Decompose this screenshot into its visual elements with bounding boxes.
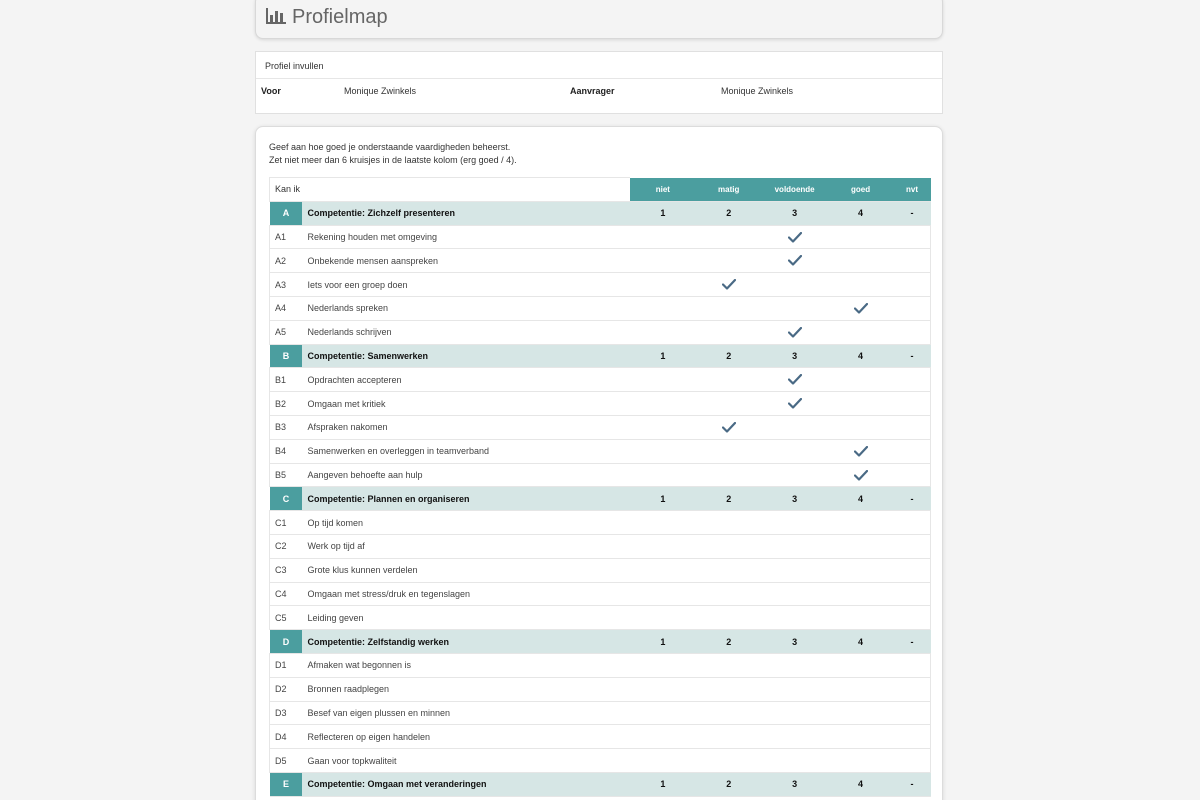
header-level-niet: niet — [630, 178, 696, 202]
rating-cell-voldoende[interactable] — [762, 415, 828, 439]
rating-cell-niet[interactable] — [630, 677, 696, 701]
skill-label: Nederlands schrijven — [302, 320, 629, 344]
skill-row — [270, 225, 931, 249]
rating-cell-nvt[interactable] — [893, 558, 930, 582]
rating-cell-voldoende[interactable] — [762, 558, 828, 582]
rating-cell-goed[interactable] — [828, 296, 894, 320]
group-scale-value: 4 — [828, 344, 894, 368]
skill-row — [270, 606, 931, 630]
group-scale-value: 4 — [828, 630, 894, 654]
skill-label: Omgaan met kritiek — [302, 392, 629, 416]
skill-code: C2 — [270, 534, 303, 558]
rating-cell-matig[interactable] — [696, 320, 762, 344]
check-icon — [854, 303, 868, 313]
group-scale-value: 2 — [696, 772, 762, 796]
skill-row — [270, 558, 931, 582]
instruction-line-1: Geef aan hoe goed je onderstaande vaardigheden beheerst. — [269, 142, 511, 152]
skill-row — [270, 392, 931, 416]
rating-cell-matig[interactable] — [696, 558, 762, 582]
group-scale-value: 2 — [696, 630, 762, 654]
skills-table — [269, 177, 931, 797]
group-scale-value: 3 — [762, 772, 828, 796]
group-title: Competentie: Omgaan met veranderingen — [302, 772, 629, 796]
rating-cell-nvt[interactable] — [893, 534, 930, 558]
group-scale-value: - — [893, 487, 930, 511]
rating-cell-nvt[interactable] — [893, 582, 930, 606]
rating-cell-nvt[interactable] — [893, 725, 930, 749]
rating-cell-niet[interactable] — [630, 439, 696, 463]
skill-code: D3 — [270, 701, 303, 725]
skill-code: C4 — [270, 582, 303, 606]
check-icon — [722, 422, 736, 432]
rating-cell-matig[interactable] — [696, 249, 762, 273]
rating-cell-nvt[interactable] — [893, 225, 930, 249]
skill-code: A2 — [270, 249, 303, 273]
rating-cell-voldoende[interactable] — [762, 439, 828, 463]
rating-cell-matig[interactable] — [696, 534, 762, 558]
rating-cell-nvt[interactable] — [893, 392, 930, 416]
rating-cell-nvt[interactable] — [893, 368, 930, 392]
rating-cell-voldoende[interactable] — [762, 225, 828, 249]
group-scale-value: 1 — [630, 630, 696, 654]
skill-code: B4 — [270, 439, 303, 463]
group-scale-value: - — [893, 630, 930, 654]
rating-cell-niet[interactable] — [630, 701, 696, 725]
rating-cell-goed[interactable] — [828, 701, 894, 725]
header-level-goed: goed — [828, 178, 894, 202]
rating-cell-goed[interactable] — [828, 320, 894, 344]
rating-cell-goed[interactable] — [828, 558, 894, 582]
rating-cell-nvt[interactable] — [893, 273, 930, 297]
rating-cell-matig[interactable] — [696, 225, 762, 249]
rating-cell-voldoende[interactable] — [762, 392, 828, 416]
group-letter: C — [270, 487, 303, 511]
rating-cell-niet[interactable] — [630, 225, 696, 249]
rating-cell-nvt[interactable] — [893, 677, 930, 701]
skill-label: Nederlands spreken — [302, 296, 629, 320]
rating-cell-nvt[interactable] — [893, 749, 930, 773]
bar-chart-icon — [266, 8, 286, 24]
skill-label: Onbekende mensen aanspreken — [302, 249, 629, 273]
rating-cell-goed[interactable] — [828, 225, 894, 249]
rating-cell-goed[interactable] — [828, 463, 894, 487]
group-title: Competentie: Plannen en organiseren — [302, 487, 629, 511]
group-row — [270, 201, 931, 225]
rating-cell-goed[interactable] — [828, 368, 894, 392]
rating-cell-niet[interactable] — [630, 606, 696, 630]
group-title: Competentie: Zichzelf presenteren — [302, 201, 629, 225]
group-scale-value: 3 — [762, 201, 828, 225]
group-scale-value: 1 — [630, 772, 696, 796]
skill-row — [270, 439, 931, 463]
rating-cell-niet[interactable] — [630, 463, 696, 487]
rating-cell-niet[interactable] — [630, 273, 696, 297]
rating-cell-nvt[interactable] — [893, 701, 930, 725]
rating-cell-goed[interactable] — [828, 415, 894, 439]
skill-label: Op tijd komen — [302, 511, 629, 535]
skill-code: D5 — [270, 749, 303, 773]
rating-cell-niet[interactable] — [630, 653, 696, 677]
profile-info-row — [256, 79, 942, 114]
skill-row — [270, 677, 931, 701]
rating-cell-goed[interactable] — [828, 725, 894, 749]
profile-info-heading: Profiel invullen — [256, 52, 942, 79]
rating-cell-goed[interactable] — [828, 582, 894, 606]
skill-code: D2 — [270, 677, 303, 701]
skill-row — [270, 463, 931, 487]
instructions — [269, 141, 517, 167]
rating-cell-matig[interactable] — [696, 749, 762, 773]
rating-cell-matig[interactable] — [696, 296, 762, 320]
rating-cell-goed[interactable] — [828, 273, 894, 297]
rating-cell-niet[interactable] — [630, 392, 696, 416]
rating-cell-niet[interactable] — [630, 725, 696, 749]
rating-cell-matig[interactable] — [696, 273, 762, 297]
rating-cell-voldoende[interactable] — [762, 368, 828, 392]
skill-label: Bronnen raadplegen — [302, 677, 629, 701]
rating-cell-nvt[interactable] — [893, 511, 930, 535]
rating-cell-nvt[interactable] — [893, 415, 930, 439]
rating-cell-niet[interactable] — [630, 296, 696, 320]
rating-cell-niet[interactable] — [630, 320, 696, 344]
group-scale-value: 4 — [828, 487, 894, 511]
rating-cell-niet[interactable] — [630, 582, 696, 606]
rating-cell-voldoende[interactable] — [762, 749, 828, 773]
skill-code: C3 — [270, 558, 303, 582]
table-header-row — [270, 178, 931, 202]
rating-cell-voldoende[interactable] — [762, 463, 828, 487]
group-scale-value: - — [893, 772, 930, 796]
rating-cell-matig[interactable] — [696, 415, 762, 439]
skill-code: B3 — [270, 415, 303, 439]
rating-cell-voldoende[interactable] — [762, 606, 828, 630]
rating-cell-voldoende[interactable] — [762, 511, 828, 535]
rating-cell-voldoende[interactable] — [762, 273, 828, 297]
voor-value: Monique Zwinkels — [344, 86, 417, 96]
header-level-nvt: nvt — [893, 178, 930, 202]
header-level-matig: matig — [696, 178, 762, 202]
skill-label: Leiding geven — [302, 606, 629, 630]
check-icon — [854, 446, 868, 456]
rating-cell-nvt[interactable] — [893, 606, 930, 630]
skill-label: Rekening houden met omgeving — [302, 225, 629, 249]
rating-cell-matig[interactable] — [696, 653, 762, 677]
rating-cell-voldoende[interactable] — [762, 249, 828, 273]
rating-cell-nvt[interactable] — [893, 463, 930, 487]
skill-row — [270, 249, 931, 273]
rating-cell-matig[interactable] — [696, 677, 762, 701]
group-scale-value: 4 — [828, 201, 894, 225]
group-letter: A — [270, 201, 303, 225]
aanvrager-value: Monique Zwinkels — [721, 86, 794, 96]
group-scale-value: 3 — [762, 344, 828, 368]
rating-cell-nvt[interactable] — [893, 249, 930, 273]
skill-label: Afmaken wat begonnen is — [302, 653, 629, 677]
rating-cell-niet[interactable] — [630, 749, 696, 773]
rating-cell-niet[interactable] — [630, 534, 696, 558]
skill-code: A3 — [270, 273, 303, 297]
skill-label: Gaan voor topkwaliteit — [302, 749, 629, 773]
rating-cell-matig[interactable] — [696, 392, 762, 416]
skill-label: Samenwerken en overleggen in teamverband — [302, 439, 629, 463]
group-scale-value: 3 — [762, 630, 828, 654]
skill-row — [270, 273, 931, 297]
rating-cell-goed[interactable] — [828, 511, 894, 535]
group-scale-value: 2 — [696, 487, 762, 511]
rating-cell-goed[interactable] — [828, 749, 894, 773]
voor-label: Voor — [261, 86, 281, 96]
skill-row — [270, 511, 931, 535]
rating-cell-voldoende[interactable] — [762, 653, 828, 677]
aanvrager-label: Aanvrager — [570, 86, 615, 96]
group-row — [270, 630, 931, 654]
skill-code: C1 — [270, 511, 303, 535]
header-level-voldoende: voldoende — [762, 178, 828, 202]
skill-code: D1 — [270, 653, 303, 677]
skill-code: A1 — [270, 225, 303, 249]
check-icon — [854, 469, 868, 479]
skill-label: Aangeven behoefte aan hulp — [302, 463, 629, 487]
group-scale-value: 1 — [630, 201, 696, 225]
skill-row — [270, 582, 931, 606]
group-scale-value: 1 — [630, 487, 696, 511]
rating-cell-matig[interactable] — [696, 511, 762, 535]
rating-cell-voldoende[interactable] — [762, 701, 828, 725]
rating-cell-nvt[interactable] — [893, 320, 930, 344]
check-icon — [788, 231, 802, 241]
check-icon — [788, 327, 802, 337]
rating-cell-nvt[interactable] — [893, 439, 930, 463]
group-title: Competentie: Zelfstandig werken — [302, 630, 629, 654]
group-scale-value: 1 — [630, 344, 696, 368]
instruction-line-2: Zet niet meer dan 6 kruisjes in de laatste kolom (erg goed / 4). — [269, 155, 517, 165]
rating-cell-goed[interactable] — [828, 606, 894, 630]
group-scale-value: - — [893, 344, 930, 368]
group-row — [270, 344, 931, 368]
skill-label: Omgaan met stress/druk en tegenslagen — [302, 582, 629, 606]
rating-cell-niet[interactable] — [630, 511, 696, 535]
rating-cell-nvt[interactable] — [893, 296, 930, 320]
rating-cell-goed[interactable] — [828, 439, 894, 463]
skill-label: Iets voor een groep doen — [302, 273, 629, 297]
group-scale-value: 2 — [696, 344, 762, 368]
skill-row — [270, 296, 931, 320]
rating-cell-goed[interactable] — [828, 534, 894, 558]
skills-card — [255, 126, 943, 800]
skill-row — [270, 653, 931, 677]
skill-label: Besef van eigen plussen en minnen — [302, 701, 629, 725]
skill-label: Werk op tijd af — [302, 534, 629, 558]
rating-cell-voldoende[interactable] — [762, 534, 828, 558]
skill-code: A5 — [270, 320, 303, 344]
skill-row — [270, 749, 931, 773]
skill-label: Opdrachten accepteren — [302, 368, 629, 392]
skill-code: B2 — [270, 392, 303, 416]
check-icon — [788, 398, 802, 408]
check-icon — [722, 279, 736, 289]
rating-cell-voldoende[interactable] — [762, 725, 828, 749]
rating-cell-niet[interactable] — [630, 368, 696, 392]
rating-cell-matig[interactable] — [696, 725, 762, 749]
skill-row — [270, 534, 931, 558]
rating-cell-voldoende[interactable] — [762, 582, 828, 606]
rating-cell-niet[interactable] — [630, 249, 696, 273]
group-letter: B — [270, 344, 303, 368]
group-row — [270, 772, 931, 796]
skill-code: D4 — [270, 725, 303, 749]
page-title: Profielmap — [292, 6, 388, 28]
group-scale-value: 2 — [696, 201, 762, 225]
group-title: Competentie: Samenwerken — [302, 344, 629, 368]
rating-cell-goed[interactable] — [828, 249, 894, 273]
rating-cell-niet[interactable] — [630, 415, 696, 439]
check-icon — [788, 374, 802, 384]
rating-cell-matig[interactable] — [696, 439, 762, 463]
profile-info-card — [255, 51, 943, 114]
group-letter: E — [270, 772, 303, 796]
skill-row — [270, 415, 931, 439]
skill-row — [270, 725, 931, 749]
skill-code: A4 — [270, 296, 303, 320]
rating-cell-nvt[interactable] — [893, 653, 930, 677]
skill-row — [270, 701, 931, 725]
skill-row — [270, 368, 931, 392]
rating-cell-matig[interactable] — [696, 368, 762, 392]
rating-cell-voldoende[interactable] — [762, 677, 828, 701]
skill-label: Afspraken nakomen — [302, 415, 629, 439]
group-scale-value: - — [893, 201, 930, 225]
rating-cell-matig[interactable] — [696, 463, 762, 487]
header-kan-ik: Kan ik — [270, 178, 630, 202]
skill-code: C5 — [270, 606, 303, 630]
page-header — [255, 0, 943, 39]
rating-cell-voldoende[interactable] — [762, 296, 828, 320]
group-row — [270, 487, 931, 511]
rating-cell-matig[interactable] — [696, 582, 762, 606]
rating-cell-goed[interactable] — [828, 392, 894, 416]
rating-cell-matig[interactable] — [696, 606, 762, 630]
check-icon — [788, 255, 802, 265]
skill-label: Grote klus kunnen verdelen — [302, 558, 629, 582]
rating-cell-matig[interactable] — [696, 701, 762, 725]
group-scale-value: 3 — [762, 487, 828, 511]
rating-cell-goed[interactable] — [828, 653, 894, 677]
rating-cell-goed[interactable] — [828, 677, 894, 701]
group-letter: D — [270, 630, 303, 654]
group-scale-value: 4 — [828, 772, 894, 796]
skill-row — [270, 320, 931, 344]
rating-cell-niet[interactable] — [630, 558, 696, 582]
skill-label: Reflecteren op eigen handelen — [302, 725, 629, 749]
skill-code: B5 — [270, 463, 303, 487]
rating-cell-voldoende[interactable] — [762, 320, 828, 344]
skill-code: B1 — [270, 368, 303, 392]
